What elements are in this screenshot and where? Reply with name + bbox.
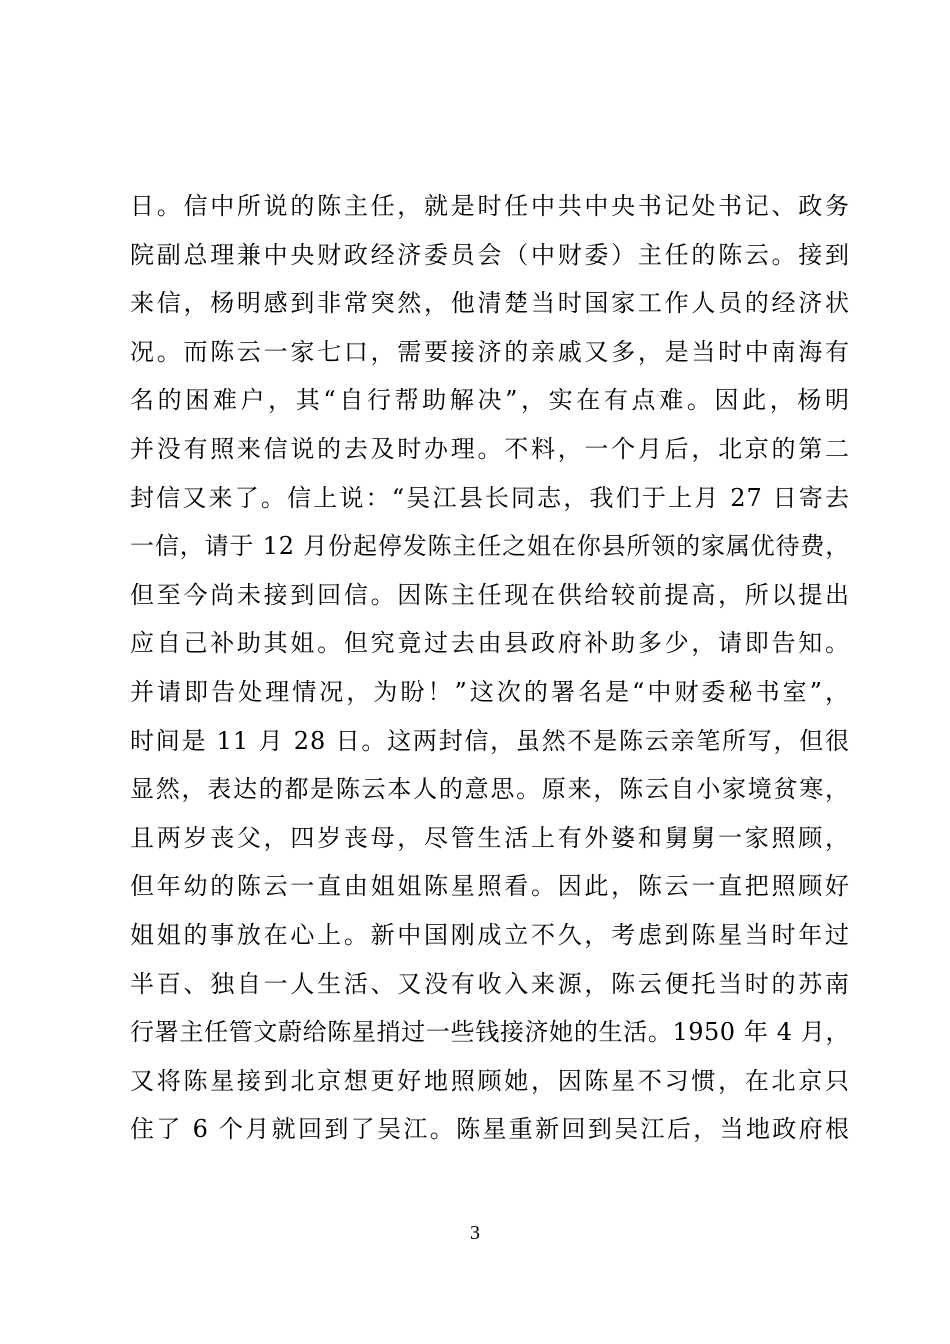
text-line: 但年幼的陈云一直由姐姐陈星照看。因此，陈云一直把照顾好: [130, 872, 850, 901]
page-number: 3: [470, 1222, 480, 1244]
text-line: 应自己补助其姐。但究竟过去由县政府补助多少，请即告知。: [130, 629, 850, 658]
text-line: 来信，杨明感到非常突然，他清楚当时国家工作人员的经济状: [130, 289, 850, 318]
text-line: 名的困难户，其“自行帮助解决”，实在有点难。因此，杨明: [130, 386, 850, 415]
text-line: 况。而陈云一家七口，需要接济的亲戚又多，是当时中南海有: [130, 337, 850, 366]
text-line: 半百、独自一人生活、又没有收入来源，陈云便托当时的苏南: [130, 969, 850, 998]
text-line: 且两岁丧父，四岁丧母，尽管生活上有外婆和舅舅一家照顾，: [130, 823, 850, 852]
text-line: 但至今尚未接到回信。因陈主任现在供给较前提高，所以提出: [130, 580, 850, 609]
text-line: 院副总理兼中央财政经济委员会（中财委）主任的陈云。接到: [130, 240, 850, 269]
text-line: 又将陈星接到北京想更好地照顾她，因陈星不习惯，在北京只: [130, 1066, 850, 1095]
text-line: 封信又来了。信上说：“吴江县长同志，我们于上月 27 日寄去: [130, 483, 850, 512]
text-line: 日。信中所说的陈主任，就是时任中共中央书记处书记、政务: [130, 192, 850, 220]
text-line: 时间是 11 月 28 日。这两封信，虽然不是陈云亲笔所写，但很: [130, 726, 850, 755]
text-line: 姐姐的事放在心上。新中国刚成立不久，考虑到陈星当时年过: [130, 920, 850, 949]
text-line: 显然，表达的都是陈云本人的意思。原来，陈云自小家境贫寒，: [130, 775, 850, 804]
text-line: 行署主任管文蔚给陈星捎过一些钱接济她的生活。1950 年 4 月，: [130, 1018, 850, 1047]
text-line: 并请即告处理情况，为盼！”这次的署名是“中财委秘书室”，: [130, 677, 850, 706]
body-text: [130, 182, 850, 1154]
text-line: 并没有照来信说的去及时办理。不料，一个月后，北京的第二: [130, 434, 850, 463]
text-line: 一信，请于 12 月份起停发陈主任之姐在你县所领的家属优待费，: [130, 532, 850, 561]
text-line: 住了 6 个月就回到了吴江。陈星重新回到吴江后，当地政府根: [130, 1115, 850, 1144]
